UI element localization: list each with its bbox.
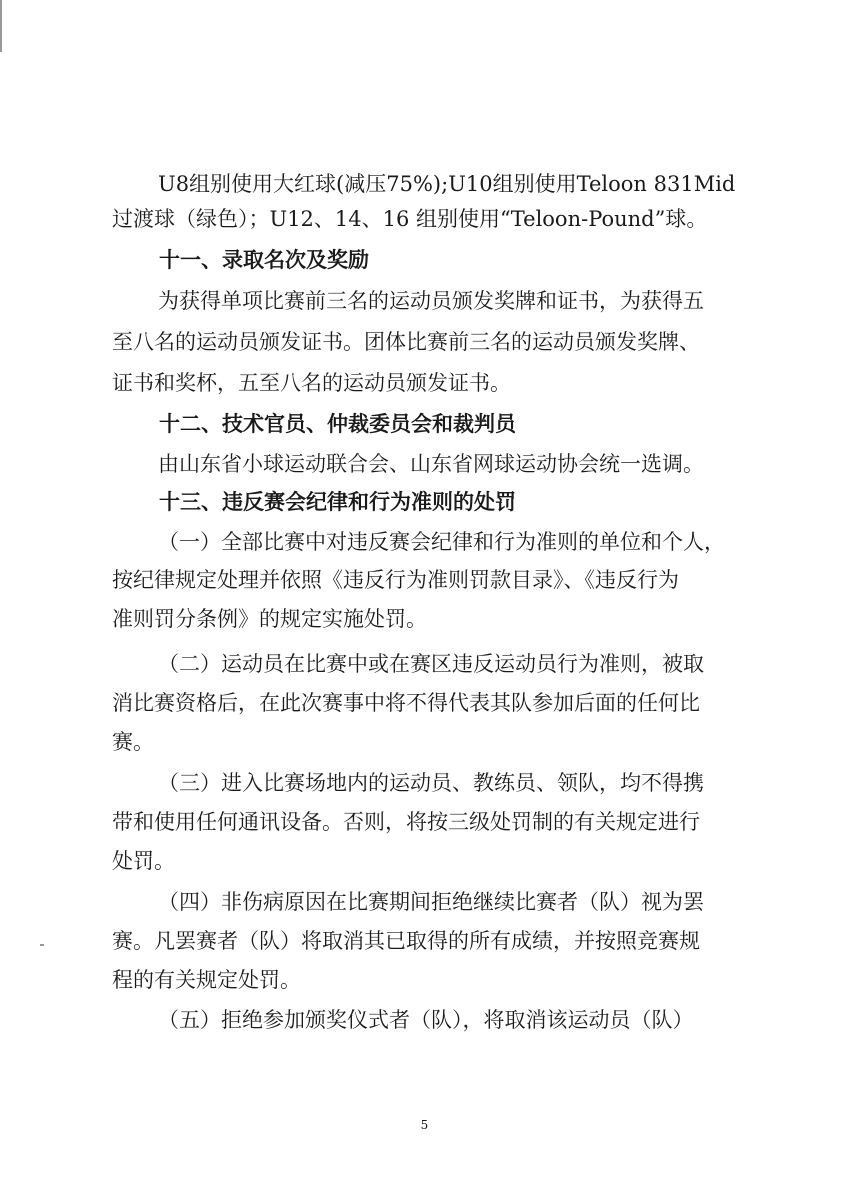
section-heading: 十二、技术官员、仲裁委员会和裁判员 (159, 412, 516, 436)
text-line: （一）全部比赛中对违反赛会纪律和行为准则的单位和个人， (158, 530, 725, 554)
text-line: 至八名的运动员颁发证书。团体比赛前三名的运动员颁发奖牌、 (112, 330, 700, 354)
text-line: （四）非伤病原因在比赛期间拒绝继续比赛者（队）视为罢 (158, 890, 704, 914)
text-line: 准则罚分条例》的规定实施处罚。 (112, 607, 427, 631)
text-line: 赛。凡罢赛者（队）将取消其已取得的所有成绩，并按照竞赛规 (112, 929, 700, 953)
text-line: 证书和奖杯，五至八名的运动员颁发证书。 (112, 371, 511, 395)
text-line: 为获得单项比赛前三名的运动员颁发奖牌和证书，为获得五 (158, 289, 704, 313)
text-line: 带和使用任何通讯设备。否则，将按三级处罚制的有关规定进行 (112, 810, 700, 834)
text-line: 赛。 (112, 730, 154, 754)
text-line: 按纪律规定处理并依照《违反行为准则罚款目录》、《违反行为 (112, 568, 679, 592)
text-line: （二）运动员在比赛中或在赛区违反运动员行为准则，被取 (158, 652, 704, 676)
text-line: （三）进入比赛场地内的运动员、教练员、领队，均不得携 (158, 771, 704, 795)
section-heading: 十三、违反赛会纪律和行为准则的处罚 (159, 490, 516, 514)
text-line: （五）拒绝参加颁奖仪式者（队），将取消该运动员（队） (158, 1008, 694, 1032)
text-line: 由山东省小球运动联合会、山东省网球运动协会统一选调。 (158, 452, 704, 476)
page-number: 5 (420, 1118, 429, 1132)
text-line: 过渡球（绿色）；U12、14、16 组别使用“Teloon-Pound”球。 (112, 207, 708, 231)
text-line: U8组别使用大红球(减压75%);U10组别使用Teloon 831Mid (158, 172, 736, 196)
scan-dot-mark (40, 944, 44, 946)
scan-edge-mark (0, 0, 2, 52)
section-heading: 十一、录取名次及奖励 (159, 248, 369, 272)
text-line: 消比赛资格后，在此次赛事中将不得代表其队参加后面的任何比 (112, 691, 700, 715)
text-line: 处罚。 (112, 849, 175, 873)
text-line: 程的有关规定处罚。 (112, 968, 301, 992)
